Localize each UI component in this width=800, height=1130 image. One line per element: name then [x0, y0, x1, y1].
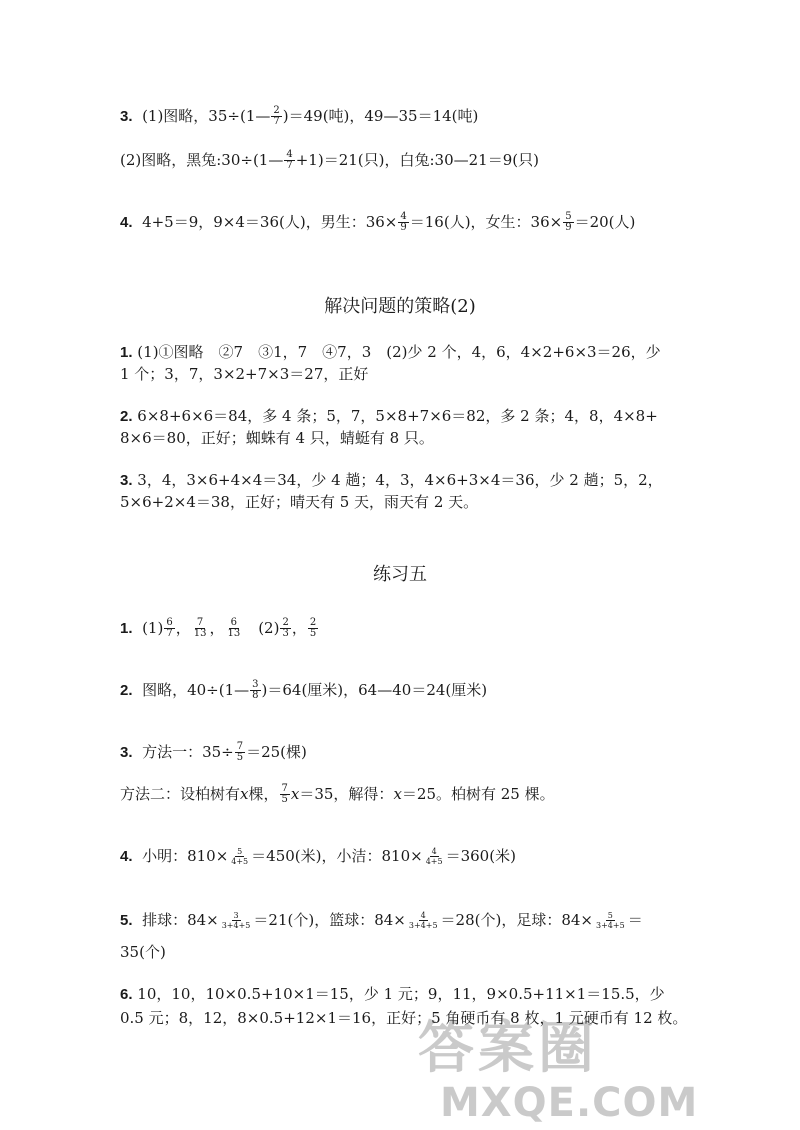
s3-q2-line1: 2. 图略，40÷(1— $\frac{3}{8}$ )＝64(厘米)，64—40＝24(厘米): [120, 678, 488, 701]
question-number: 5.: [120, 912, 133, 929]
fraction: $\frac{3}{3+4+5}$: [221, 910, 251, 930]
section-title: 解决问题的策略(2): [324, 296, 476, 317]
fraction: $\frac{7}{5}$: [281, 782, 288, 805]
s3-q1-line1: 1. (1) $\frac{6}{7}$ ， $\frac{7}{13}$ ， $\frac{6}{13}$ (2) $\frac{2}{3}$ ， $\frac{2}{5}$: [120, 616, 317, 639]
fraction: $\frac{5}{3+4+5}$: [596, 910, 625, 930]
s3-q6-line2: 0.5 元；8，12，8×0.5+12×1＝16，正好；5 角硬币有 8 枚，1 元硬币有 12 枚。: [120, 1009, 688, 1027]
fraction: $\frac{3}{8}$: [252, 678, 259, 701]
s3-q3-line2: 方法二：设柏树有x棵， $\frac{7}{5}$ x＝35，解得：x＝25。柏树有 25 棵。: [120, 782, 555, 805]
s2-q3-line2: 5×6+2×4＝38，正好；晴天有 5 天，雨天有 2 天。: [120, 493, 479, 511]
fraction: $\frac{4}{9}$: [400, 210, 407, 233]
section-title: 练习五: [373, 564, 427, 585]
question-number: 2.: [120, 408, 133, 425]
fraction: $\frac{7}{13}$: [193, 616, 207, 639]
s3-q5-line1: 5. 排球：84× $\frac{3}{3+4+5}$ ＝21(个)，篮球：84× $\frac{4}{3+4+5}$ ＝28(个)，足球：84× $\frac{5}{3+4+5}$ ＝: [120, 910, 643, 930]
s2-q2-line1: 2. 6×8+6×6＝84，多 4 条；5，7，5×8+7×6＝82，多 2 条；4，8，4×8+: [120, 407, 658, 425]
fraction: $\frac{5}{4+5}$: [231, 846, 249, 866]
question-number: 4.: [120, 214, 133, 231]
s2-q1-line2: 1 个；3，7，3×2+7×3＝27，正好: [120, 365, 369, 383]
variable: x: [240, 785, 249, 803]
fraction: $\frac{4}{3+4+5}$: [408, 910, 438, 930]
fraction: $\frac{2}{7}$: [273, 104, 280, 127]
s2-q1-line1: 1. (1)①图略 ②7 ③1，7 ④7，3 (2)少 2 个，4，6，4×2+6×3＝26，少: [120, 343, 661, 361]
fraction: $\frac{2}{3}$: [282, 616, 289, 639]
s3-q5-line2: 35(个): [120, 943, 166, 961]
watermark-logo: 答案圈 MXQE.COM: [418, 1016, 699, 1126]
fraction: $\frac{4}{4+5}$: [425, 846, 443, 866]
variable: x: [393, 785, 402, 803]
fraction: $\frac{5}{9}$: [565, 210, 572, 233]
question-number: 1.: [120, 620, 133, 637]
s1-q3-line2: (2)图略，黑兔:30÷(1— $\frac{4}{7}$ +1)＝21(只)，白兔:30—21＝9(只): [120, 148, 539, 171]
question-number: 6.: [120, 986, 133, 1003]
s2-q2-line2: 8×6＝80，正好；蜘蛛有 4 只，蜻蜓有 8 只。: [120, 429, 434, 447]
question-number: 3.: [120, 108, 133, 125]
s3-q4-line1: 4. 小明：810× $\frac{5}{4+5}$ ＝450(米)，小洁：810× $\frac{4}{4+5}$ ＝360(米): [120, 846, 516, 866]
fraction: $\frac{7}{5}$: [236, 740, 244, 763]
question-number: 3.: [120, 472, 133, 489]
fraction: $\frac{4}{7}$: [286, 148, 293, 171]
s2-q3-line1: 3. 3，4，3×6+4×4＝34，少 4 趟；4，3，4×6+3×4＝36，少 2 趟；5，2，: [120, 471, 663, 489]
s1-q3-line1: 3. (1)图略，35÷(1— $\frac{2}{7}$ )＝49(吨)，49—35＝14(吨): [120, 104, 479, 127]
s3-q3-line1: 3. 方法一：35÷ $\frac{7}{5}$ ＝25(棵): [120, 740, 307, 763]
fraction: $\frac{6}{7}$: [166, 616, 173, 639]
variable: x: [290, 785, 300, 803]
fraction: $\frac{6}{13}$: [227, 616, 241, 639]
question-number: 4.: [120, 848, 133, 865]
question-number: 3.: [120, 744, 133, 761]
question-number: 2.: [120, 682, 133, 699]
fraction: $\frac{2}{5}$: [309, 616, 317, 639]
question-number: 1.: [120, 344, 133, 361]
s1-q4-line1: 4. 4+5＝9，9×4＝36(人)，男生：36× $\frac{4}{9}$ ＝16(人)，女生：36× $\frac{5}{9}$ ＝20(人): [120, 210, 636, 233]
s3-q6-line1: 6. 10，10，10×0.5+10×1＝15，少 1 元；9，11，9×0.5+11×1＝15.5，少: [120, 985, 665, 1003]
